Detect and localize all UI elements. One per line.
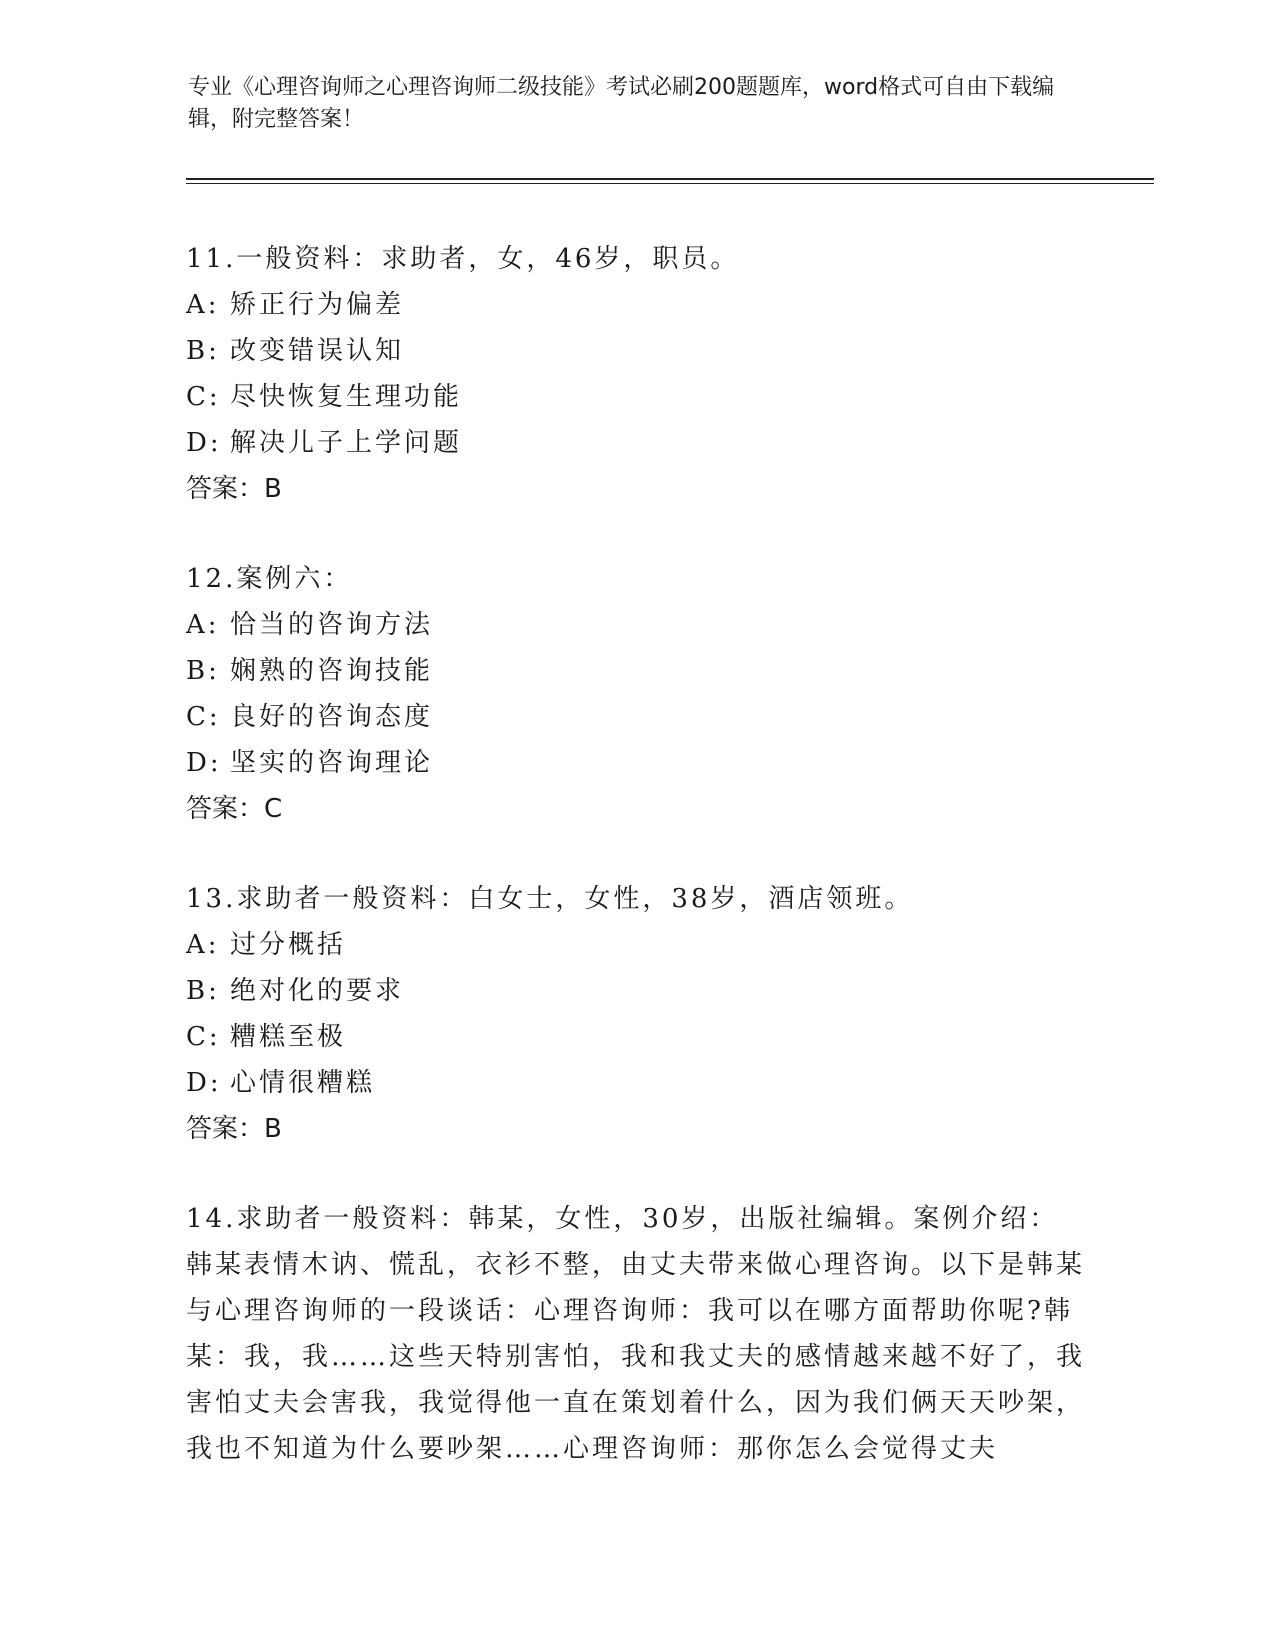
option-letter: C: xyxy=(186,1022,221,1052)
option-c xyxy=(186,694,1086,740)
option-text: 过分概括 xyxy=(230,930,347,960)
option-c xyxy=(186,1014,1086,1060)
question-stem: 14.求助者一般资料：韩某，女性，30岁，出版社编辑。案例介绍：韩某表情木讷、慌乱，衣衫不整，由丈夫带来做心理咨询。以下是韩某与心理咨询师的一段谈话：心理咨询师：我可以在哪方面帮助你呢?韩某：我，我……这些天特别害怕，我和我丈夫的感情越来越不好了，我害怕丈夫会害我，我觉得他一直在策划着什么，因为我们俩天天吵架，我也不知道为什么要吵架……心理咨询师：那你怎么会觉得丈夫 xyxy=(186,1204,1086,1464)
question-14 xyxy=(186,1196,1086,1472)
question-stem: 13.求助者一般资料：白女士，女性，38岁，酒店领班。 xyxy=(186,884,914,914)
option-letter: D: xyxy=(186,1068,222,1098)
option-d xyxy=(186,1060,1086,1106)
option-a xyxy=(186,602,1086,648)
option-text: 娴熟的咨询技能 xyxy=(230,656,434,686)
question-11 xyxy=(186,236,1086,512)
option-letter: A: xyxy=(186,610,220,640)
option-letter: C: xyxy=(186,702,221,732)
option-a xyxy=(186,282,1086,328)
option-text: 良好的咨询态度 xyxy=(230,702,434,732)
option-letter: B: xyxy=(186,336,220,366)
answer: 答案：C xyxy=(186,794,283,824)
option-text: 改变错误认知 xyxy=(230,336,405,366)
question-12 xyxy=(186,556,1086,832)
option-text: 矫正行为偏差 xyxy=(230,290,405,320)
option-d xyxy=(186,740,1086,786)
option-text: 糟糕至极 xyxy=(230,1022,347,1052)
option-letter: B: xyxy=(186,656,220,686)
document-header xyxy=(188,72,1088,136)
option-d xyxy=(186,420,1086,466)
answer: 答案：B xyxy=(186,1114,282,1144)
option-letter: B: xyxy=(186,976,220,1006)
header-divider-thick xyxy=(186,178,1154,180)
option-b xyxy=(186,328,1086,374)
option-a xyxy=(186,922,1086,968)
header-title: 专业《心理咨询师之心理咨询师二级技能》考试必刷200题题库，word格式可自由下载编辑，附完整答案！ xyxy=(188,75,1055,132)
option-text: 坚实的咨询理论 xyxy=(230,748,434,778)
option-text: 解决儿子上学问题 xyxy=(230,428,463,458)
header-divider-thin xyxy=(186,183,1154,184)
option-letter: A: xyxy=(186,290,220,320)
question-stem: 11.一般资料：求助者，女，46岁，职员。 xyxy=(186,244,740,274)
option-letter: D: xyxy=(186,428,222,458)
option-letter: C: xyxy=(186,382,221,412)
option-text: 尽快恢复生理功能 xyxy=(230,382,463,412)
question-13 xyxy=(186,876,1086,1152)
option-letter: A: xyxy=(186,930,220,960)
question-stem: 12.案例六： xyxy=(186,564,353,594)
option-text: 恰当的咨询方法 xyxy=(230,610,434,640)
option-text: 心情很糟糕 xyxy=(230,1068,376,1098)
option-letter: D: xyxy=(186,748,222,778)
question-list xyxy=(186,236,1086,1516)
answer: 答案：B xyxy=(186,474,282,504)
option-c xyxy=(186,374,1086,420)
option-b xyxy=(186,968,1086,1014)
option-text: 绝对化的要求 xyxy=(230,976,405,1006)
option-b xyxy=(186,648,1086,694)
